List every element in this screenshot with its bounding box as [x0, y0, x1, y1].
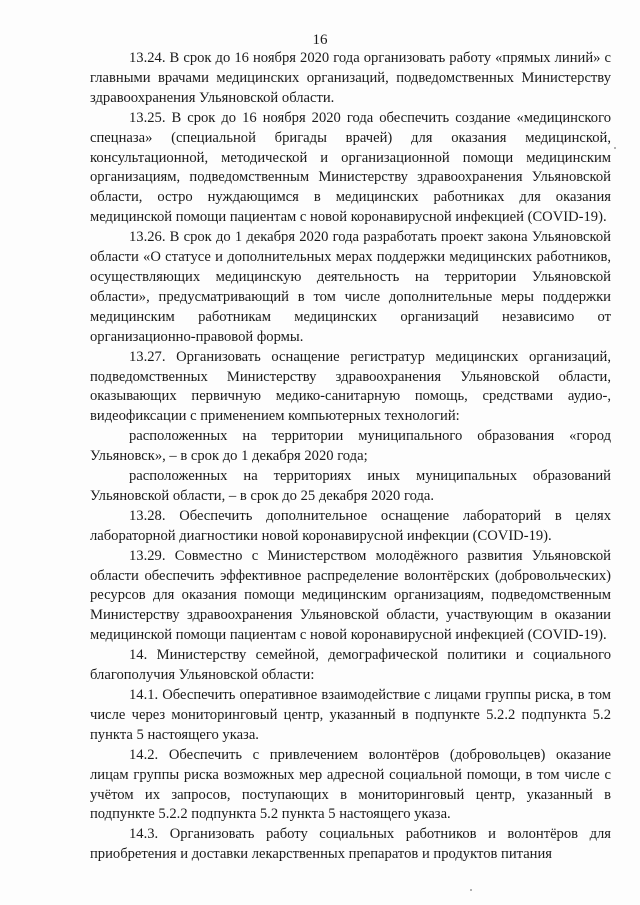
paragraph-14: 14. Министерству семейной, демографической политики и социального благополучия Ульяновской области: — [90, 647, 611, 684]
scan-speck — [614, 147, 616, 149]
paragraph-14-3: 14.3. Организовать работу социальных работников и волонтёров для приобретения и доставки лекарственных препаратов и продуктов питания — [90, 826, 611, 863]
document-body — [90, 49, 611, 865]
paragraph-14-2: 14.2. Обеспечить с привлечением волонтёров (добровольцев) оказание лицам группы риска возможных мер адресной социальной помощи, в том числе с учётом их запросов, поступающих в мониторинговый центр, указанный в подпункте 5.2.2 подпункта 5.2 пункта 5 настоящего указа. — [90, 746, 611, 823]
page-number: 16 — [312, 32, 328, 48]
paragraph-13-26: 13.26. В срок до 1 декабря 2020 года разработать проект закона Ульяновской области «О статусе и дополнительных мерах поддержки медицинских работников, осуществляющих медицинскую деятельность на территории Ульяновской области», предусматривающий в том числе дополнительные меры поддержки медицинским работникам медицинских организаций независимо от организационно-правовой формы. — [90, 229, 611, 345]
paragraph-13-27-item-1: расположенных на территории муниципального образования «город Ульяновск», – в срок до 1 декабря 2020 года; — [90, 428, 611, 465]
paragraph-13-24: 13.24. В срок до 16 ноября 2020 года организовать работу «прямых линий» с главными врачами медицинских организаций, подведомственных Министерству здравоохранения Ульяновской области. — [90, 50, 611, 106]
paragraph-14-1: 14.1. Обеспечить оперативное взаимодействие с лицами группы риска, в том числе через мониторинговый центр, указанный в подпункте 5.2.2 подпункта 5.2 пункта 5 настоящего указа. — [90, 687, 611, 743]
scan-speck — [470, 889, 472, 891]
paragraph-13-29: 13.29. Совместно с Министерством молодёжного развития Ульяновской области обеспечить эффективное распределение волонтёрских (добровольческих) ресурсов для оказания помощи медицинским организациям, подведомственным Министерству здравоохранения Ульяновской области, участвующим в оказании медицинской помощи пациентам с новой коронавирусной инфекцией (COVID-19). — [90, 547, 611, 644]
paragraph-13-27-item-2: расположенных на территориях иных муниципальных образований Ульяновской области, – в срок до 25 декабря 2020 года. — [90, 468, 611, 504]
paragraph-13-25: 13.25. В срок до 16 ноября 2020 года обеспечить создание «медицинского спецназа» (специальной бригады врачей) для оказания медицинской, консультационной, методической и организационной помощи медицинским организациям, подведомственным Министерству здравоохранения Ульяновской области, остро нуждающимся в медицинских работниках для оказания медицинской помощи пациентам с новой коронавирусной инфекцией (COVID-19). — [90, 109, 611, 226]
paragraph-13-28: 13.28. Обеспечить дополнительное оснащение лабораторий в целях лабораторной диагностики новой коронавирусной инфекции (COVID-19). — [90, 507, 611, 544]
paragraph-13-27: 13.27. Организовать оснащение регистратур медицинских организаций, подведомственных Министерству здравоохранения Ульяновской области, оказывающих первичную медико-санитарную помощь, средствами аудио-, видеофиксации с применением компьютерных технологий: — [90, 348, 611, 425]
